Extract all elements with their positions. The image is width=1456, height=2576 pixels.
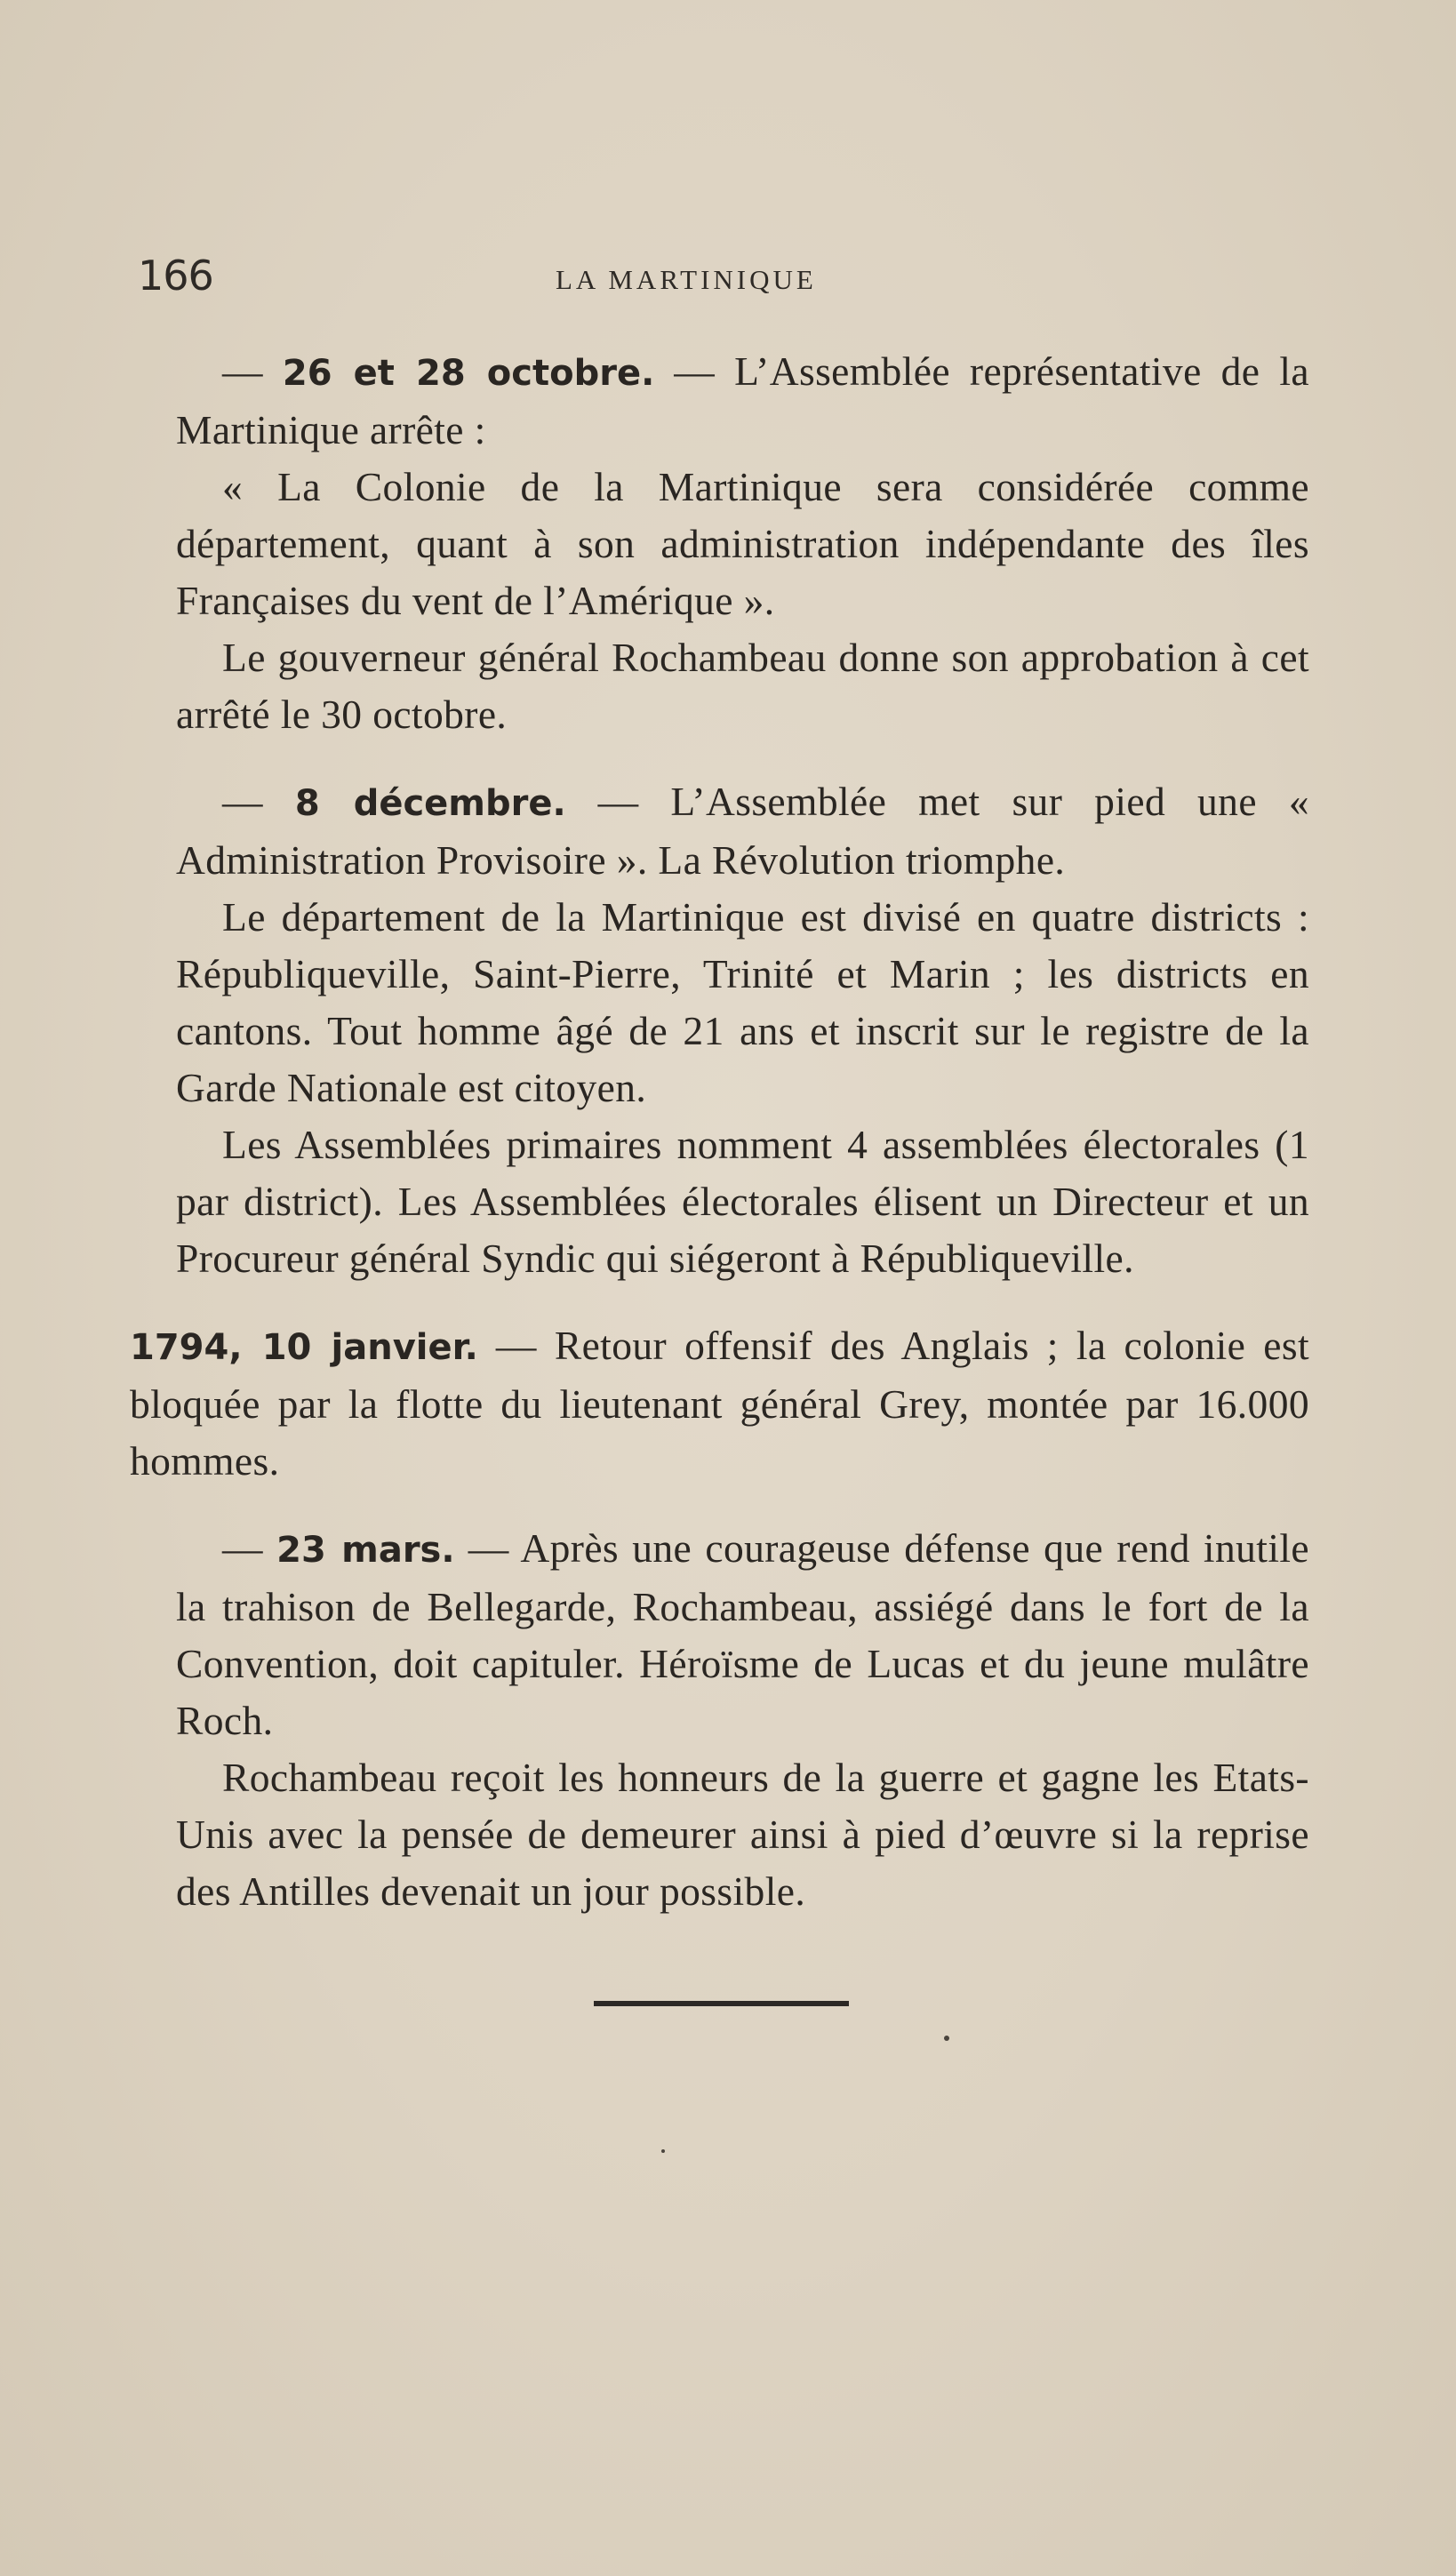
entry-mars [176,1520,1309,1920]
body-paragraph: Le département de la Martinique est divisé en quatre districts : Républiqueville, Saint-Pierre, Trinité et Marin ; les districts en cantons. Tout homme âgé de 21 ans et inscrit sur le registre de la Garde Nationale est citoyen. [176,894,1309,1110]
entry-date: 1794, 10 janvier. [130,1327,478,1368]
page-number: 166 [138,252,213,300]
entry-decembre [176,773,1309,1287]
body-paragraph: Le gouverneur général Rochambeau donne son approbation à cet arrêté le 30 octobre. [176,635,1309,737]
section-end-rule [594,2001,849,2006]
entry-date: 26 et 28 octobre. [282,353,655,394]
entry-paragraph [130,1317,1309,1490]
entry-paragraph [176,1520,1309,1749]
entry-dash: — [222,348,283,394]
body-paragraph: Rochambeau reçoit les honneurs de la guerre et gagne les Etats-Unis avec la pensée de demeurer ainsi à pied d’œuvre si la reprise des Antilles devenait un jour possible. [176,1755,1309,1914]
entry-octobre [176,343,1309,743]
entry-date: 23 mars. [276,1530,455,1571]
entry-date: 8 décembre. [294,783,566,824]
entry-janvier [130,1317,1309,1490]
body-paragraph: Les Assemblées primaires nomment 4 assemblées électorales (1 par district). Les Assemblées électorales élisent un Directeur et un Procureur général Syndic qui siégeront à Républiqueville. [176,1122,1309,1281]
running-title: LA MARTINIQUE [556,264,817,295]
page-header [138,252,1311,305]
entry-text: — Retour offensif des Anglais ; la colonie est bloquée par la flotte du lieutenant général Grey, montée par 16.000 hommes. [130,1323,1309,1484]
entry-text: — L’Assemblée met sur pied une « Administration Provisoire ». La Révolution triomphe. [176,779,1309,883]
entry-text: — Après une courageuse défense que rend inutile la trahison de Bellegarde, Rochambeau, assiégé dans le fort de la Convention, doit capituler. Héroïsme de Lucas et du jeune mulâtre Roch. [176,1525,1309,1743]
entry-paragraph [176,343,1309,459]
entry-dash: — [222,1525,277,1571]
print-speck [944,2036,949,2041]
entry-paragraph [176,773,1309,889]
print-speck [661,2149,665,2153]
quote-paragraph: « La Colonie de la Martinique sera considérée comme département, quant à son administration indépendante des îles Françaises du vent de l’Amérique ». [176,464,1309,623]
entry-text: — L’Assemblée représentative de la Martinique arrête : [176,348,1309,452]
body-text [130,343,1309,1950]
entry-dash: — [222,779,295,824]
